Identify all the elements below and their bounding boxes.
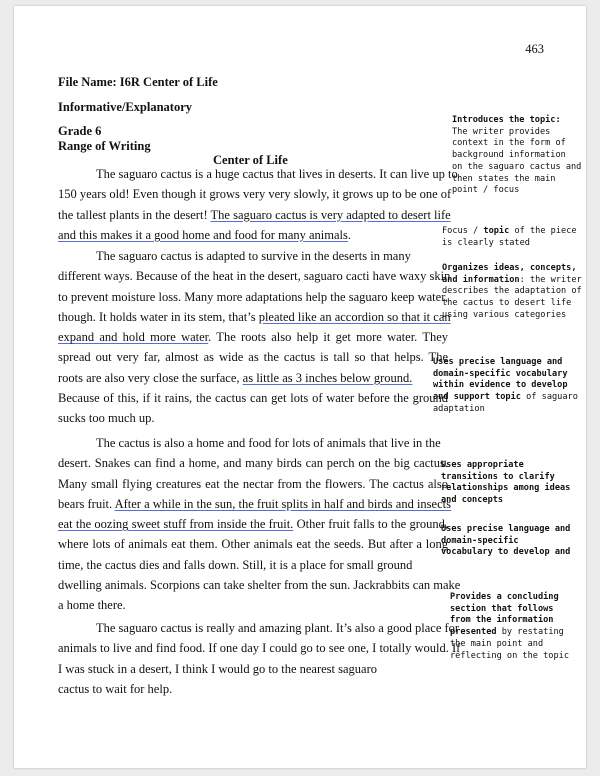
essay-title: Center of Life [213, 153, 288, 167]
essay-line: different ways. Because of the heat in the desert, saguaro cacti have waxy skin [58, 269, 451, 284]
annotation-precise-language-2: Uses precise language and domain-specific vocabulary to develop and [441, 524, 571, 558]
annotation-introduces-topic: Introduces the topic: The writer provides context in the form of background information on the saguaro cactus and then states the main point / focus [452, 115, 582, 196]
essay-line: expand and hold more water. The roots also help it get more water. They [58, 330, 449, 345]
range-line: Range of Writing [58, 139, 151, 153]
grade-line: Grade 6 [58, 124, 102, 138]
underlined-evidence: as little as 3 inches below ground. [242, 370, 413, 385]
file-name-line: File Name: I6R Center of Life [58, 75, 218, 89]
underlined-evidence: After a while in the sun, the fruit splits in half and birds and insects [114, 496, 451, 511]
essay-line: though. It holds water in its stem, that’s pleated like an accordion so that it can [58, 309, 451, 324]
annotation-focus: Focus / topic of the piece is clearly stated [442, 226, 577, 248]
essay-line: I was stuck in a desert, I think I would go to the nearest saguaro [58, 661, 378, 676]
underlined-evidence: expand and hold more water [58, 330, 209, 345]
essay-line: The saguaro cactus is a huge cactus that lives in deserts. It can live up to [96, 167, 458, 181]
essay-paragraph-4 [58, 618, 461, 699]
essay-paragraph-2 [58, 246, 451, 429]
underlined-evidence: and this makes it a good home and food for many animals [58, 227, 348, 242]
essay-line: Many small flying creatures eat the nectar from the flowers. The cactus also [58, 476, 448, 491]
essay-line: Because of this, if it rains, the cactus can get lots of water before the ground [58, 391, 448, 406]
essay-line: dwelling animals. Scorpions can take shelter from the sun. Jackrabbits can make [58, 578, 461, 593]
annotation-transitions: Uses appropriate transitions to clarify relationships among ideas and concepts [441, 460, 571, 506]
essay-line: animals to live and find food. If one day I could go to see one, I totally would. If [58, 641, 461, 656]
essay-line: The saguaro cactus is adapted to survive in the deserts in many [96, 249, 411, 263]
essay-line: bears fruit. After a while in the sun, the fruit splits in half and birds and insects [58, 496, 451, 511]
essay-line: cactus to wait for help. [58, 681, 173, 696]
essay-line: desert. Snakes can find a home, and many birds can perch on the big cactus. [58, 456, 448, 471]
essay-line: and this makes it a good home and food for many animals. [58, 227, 351, 242]
essay-line: The cactus is also a home and food for lots of animals that live in the [96, 436, 441, 450]
essay-paragraph-3 [58, 433, 461, 616]
essay-line: sucks too much up. [58, 411, 155, 426]
annotation-organizes-ideas: Organizes ideas, concepts, and information: the writer describes the adaptation of the cactus to desert life using various categories [442, 263, 582, 320]
page-number: 463 [525, 42, 544, 56]
essay-line: to prevent moisture loss. Many more adaptations help the saguaro keep water, [58, 289, 448, 304]
essay-line: a home there. [58, 598, 126, 613]
essay-line: the tallest plants in the desert! The saguaro cactus is very adapted to desert life [58, 207, 451, 222]
essay-paragraph-1 [58, 164, 458, 245]
genre-line: Informative/Explanatory [58, 100, 193, 114]
annotation-concluding-section: Provides a concluding section that follows from the information presented by restating the main point and reflecting on the topic [450, 592, 569, 661]
essay-line: eat the oozing sweet stuff from inside the fruit. Other fruit falls to the ground, [58, 517, 448, 532]
essay-line: spread out very far, almost as wide as the cactus is tall so that helps. The [58, 350, 448, 365]
underlined-evidence: The saguaro cactus is very adapted to desert life [210, 207, 451, 222]
essay-line: 150 years old! Even though it grows very very slowly, it grows up to be one of [58, 187, 452, 202]
essay-line: The saguaro cactus is really and amazing plant. It’s also a good place for [96, 621, 460, 635]
essay-line: time, the cactus dies and falls down. Still, it is a place for small ground [58, 557, 413, 572]
annotation-precise-language-1: Uses precise language and domain-specific vocabulary within evidence to develop and support topic of saguaro adaptation [433, 357, 578, 414]
essay-line: where lots of animals eat them. Other animals eat the seeds. But after a long [58, 537, 448, 552]
essay-line: roots are also very close the surface, as little as 3 inches below ground. [58, 370, 413, 385]
underlined-evidence: eat the oozing sweet stuff from inside the fruit. [58, 517, 294, 532]
underlined-evidence: pleated like an accordion so that it can [258, 309, 451, 324]
document-page [14, 6, 586, 768]
